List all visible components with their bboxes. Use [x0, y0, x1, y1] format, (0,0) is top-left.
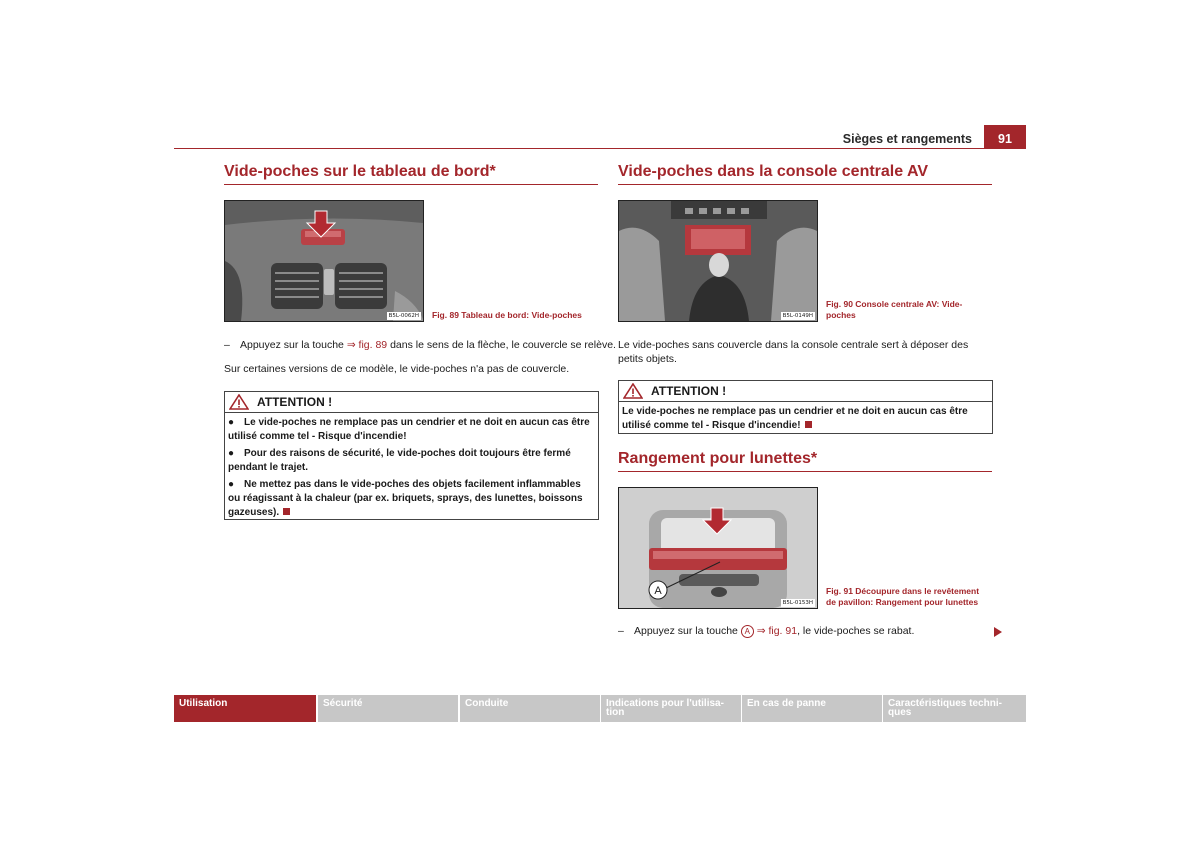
- warning-header: [619, 381, 992, 402]
- warning-item-text: Le vide-poches ne remplace pas un cendrier et ne doit en aucun cas être utilisé comme tel - Risque d'incendie!: [622, 406, 968, 431]
- figure-code: B5L-0149H: [782, 313, 813, 319]
- caption-line: Fig. 90 Console centrale AV: Vide-: [826, 299, 963, 309]
- warning-body: [225, 413, 598, 525]
- instruction-text: Appuyez sur la touche: [634, 625, 741, 637]
- warning-body: [619, 402, 992, 438]
- tab-label: Caractéristiques techni- ques: [888, 698, 1002, 718]
- figure-89-caption: Fig. 89 Tableau de bord: Vide-poches: [432, 310, 582, 320]
- tab-indications[interactable]: [601, 695, 741, 722]
- header-rule: [174, 148, 1026, 149]
- warning-triangle-icon: [623, 383, 643, 399]
- section-rule: [618, 471, 992, 472]
- tab-securite[interactable]: Sécurité: [318, 695, 458, 722]
- warning-box-console: [618, 380, 993, 434]
- section-title-dashboard-storage: Vide-poches sur le tableau de bord*: [224, 163, 496, 180]
- warning-item-text: Le vide-poches ne remplace pas un cendrier et ne doit en aucun cas être utilisé comme tel - Risque d'incendie!: [228, 417, 590, 442]
- bullet-icon: ●: [228, 479, 235, 490]
- instruction-press-a: [618, 624, 998, 638]
- figure-91-link[interactable]: ⇒ fig. 91: [756, 625, 798, 637]
- callout-label: A: [654, 585, 662, 597]
- warning-item: [622, 405, 989, 433]
- caption-line: de pavillon: Rangement pour lunettes: [826, 597, 979, 607]
- list-dash: –: [618, 625, 624, 637]
- bullet-icon: ●: [228, 448, 235, 459]
- button-a-icon: A: [741, 625, 754, 638]
- dashboard-illustration: [225, 201, 423, 321]
- tab-conduite[interactable]: Conduite: [460, 695, 600, 722]
- paragraph-console-storage: Le vide-poches sans couvercle dans la console centrale sert à déposer des petits objets.: [618, 339, 969, 365]
- figure-89-link[interactable]: ⇒ fig. 89: [346, 339, 388, 351]
- warning-triangle-icon: [229, 394, 249, 410]
- tab-label: Indications pour l'utilisa- tion: [606, 698, 724, 718]
- end-of-section-icon: [805, 421, 812, 428]
- console-illustration: [619, 201, 817, 321]
- warning-box-dashboard: [224, 391, 599, 520]
- warning-item-text: Ne mettez pas dans le vide-poches des objets facilement inflammables ou réagissant à la chaleur (par ex. briquets, sprays, des lunettes, boissons gazeuses).: [228, 479, 583, 518]
- figure-91-caption: [826, 586, 979, 608]
- instruction-press-button: [224, 338, 616, 352]
- caption-line: Fig. 91 Découpure dans le revêtement: [826, 586, 980, 596]
- warning-label: ATTENTION !: [651, 384, 727, 398]
- warning-label: ATTENTION !: [257, 395, 333, 409]
- note-no-lid: Sur certaines versions de ce modèle, le vide-poches n'a pas de couvercle.: [224, 363, 570, 375]
- figure-90-console: [618, 200, 818, 322]
- instruction-text-end: , le vide-poches se rabat.: [797, 625, 915, 637]
- continue-arrow-icon: [994, 627, 1002, 637]
- glasses-storage-illustration: [619, 488, 817, 608]
- figure-89-dashboard: [224, 200, 424, 322]
- bullet-icon: ●: [228, 417, 235, 428]
- tab-caracteristiques[interactable]: [883, 695, 1026, 722]
- page-number: 91: [984, 125, 1026, 148]
- section-rule: [224, 184, 598, 185]
- warning-item: [228, 447, 595, 475]
- figure-90-caption: [826, 299, 962, 321]
- tab-utilisation[interactable]: Utilisation: [174, 695, 316, 722]
- running-header-title: Sièges et rangements: [842, 132, 972, 146]
- caption-line: poches: [826, 310, 856, 320]
- figure-91-glasses-storage: [618, 487, 818, 609]
- list-dash: –: [224, 339, 230, 351]
- warning-header: [225, 392, 598, 413]
- instruction-text: Appuyez sur la touche: [240, 339, 347, 351]
- end-of-section-icon: [283, 508, 290, 515]
- tab-en-cas-de-panne[interactable]: En cas de panne: [742, 695, 882, 722]
- instruction-text-end: dans le sens de la flèche, le couvercle se relève.: [387, 339, 616, 351]
- warning-item-text: Pour des raisons de sécurité, le vide-poches doit toujours être fermé pendant le trajet.: [228, 448, 571, 473]
- warning-item: [228, 478, 595, 520]
- section-title-center-console: Vide-poches dans la console centrale AV: [618, 163, 929, 180]
- section-title-glasses-storage: Rangement pour lunettes*: [618, 450, 818, 467]
- warning-item: [228, 416, 595, 444]
- section-rule: [618, 184, 992, 185]
- figure-code: B5L-0153H: [782, 600, 813, 606]
- figure-code: B5L-0062H: [388, 313, 419, 319]
